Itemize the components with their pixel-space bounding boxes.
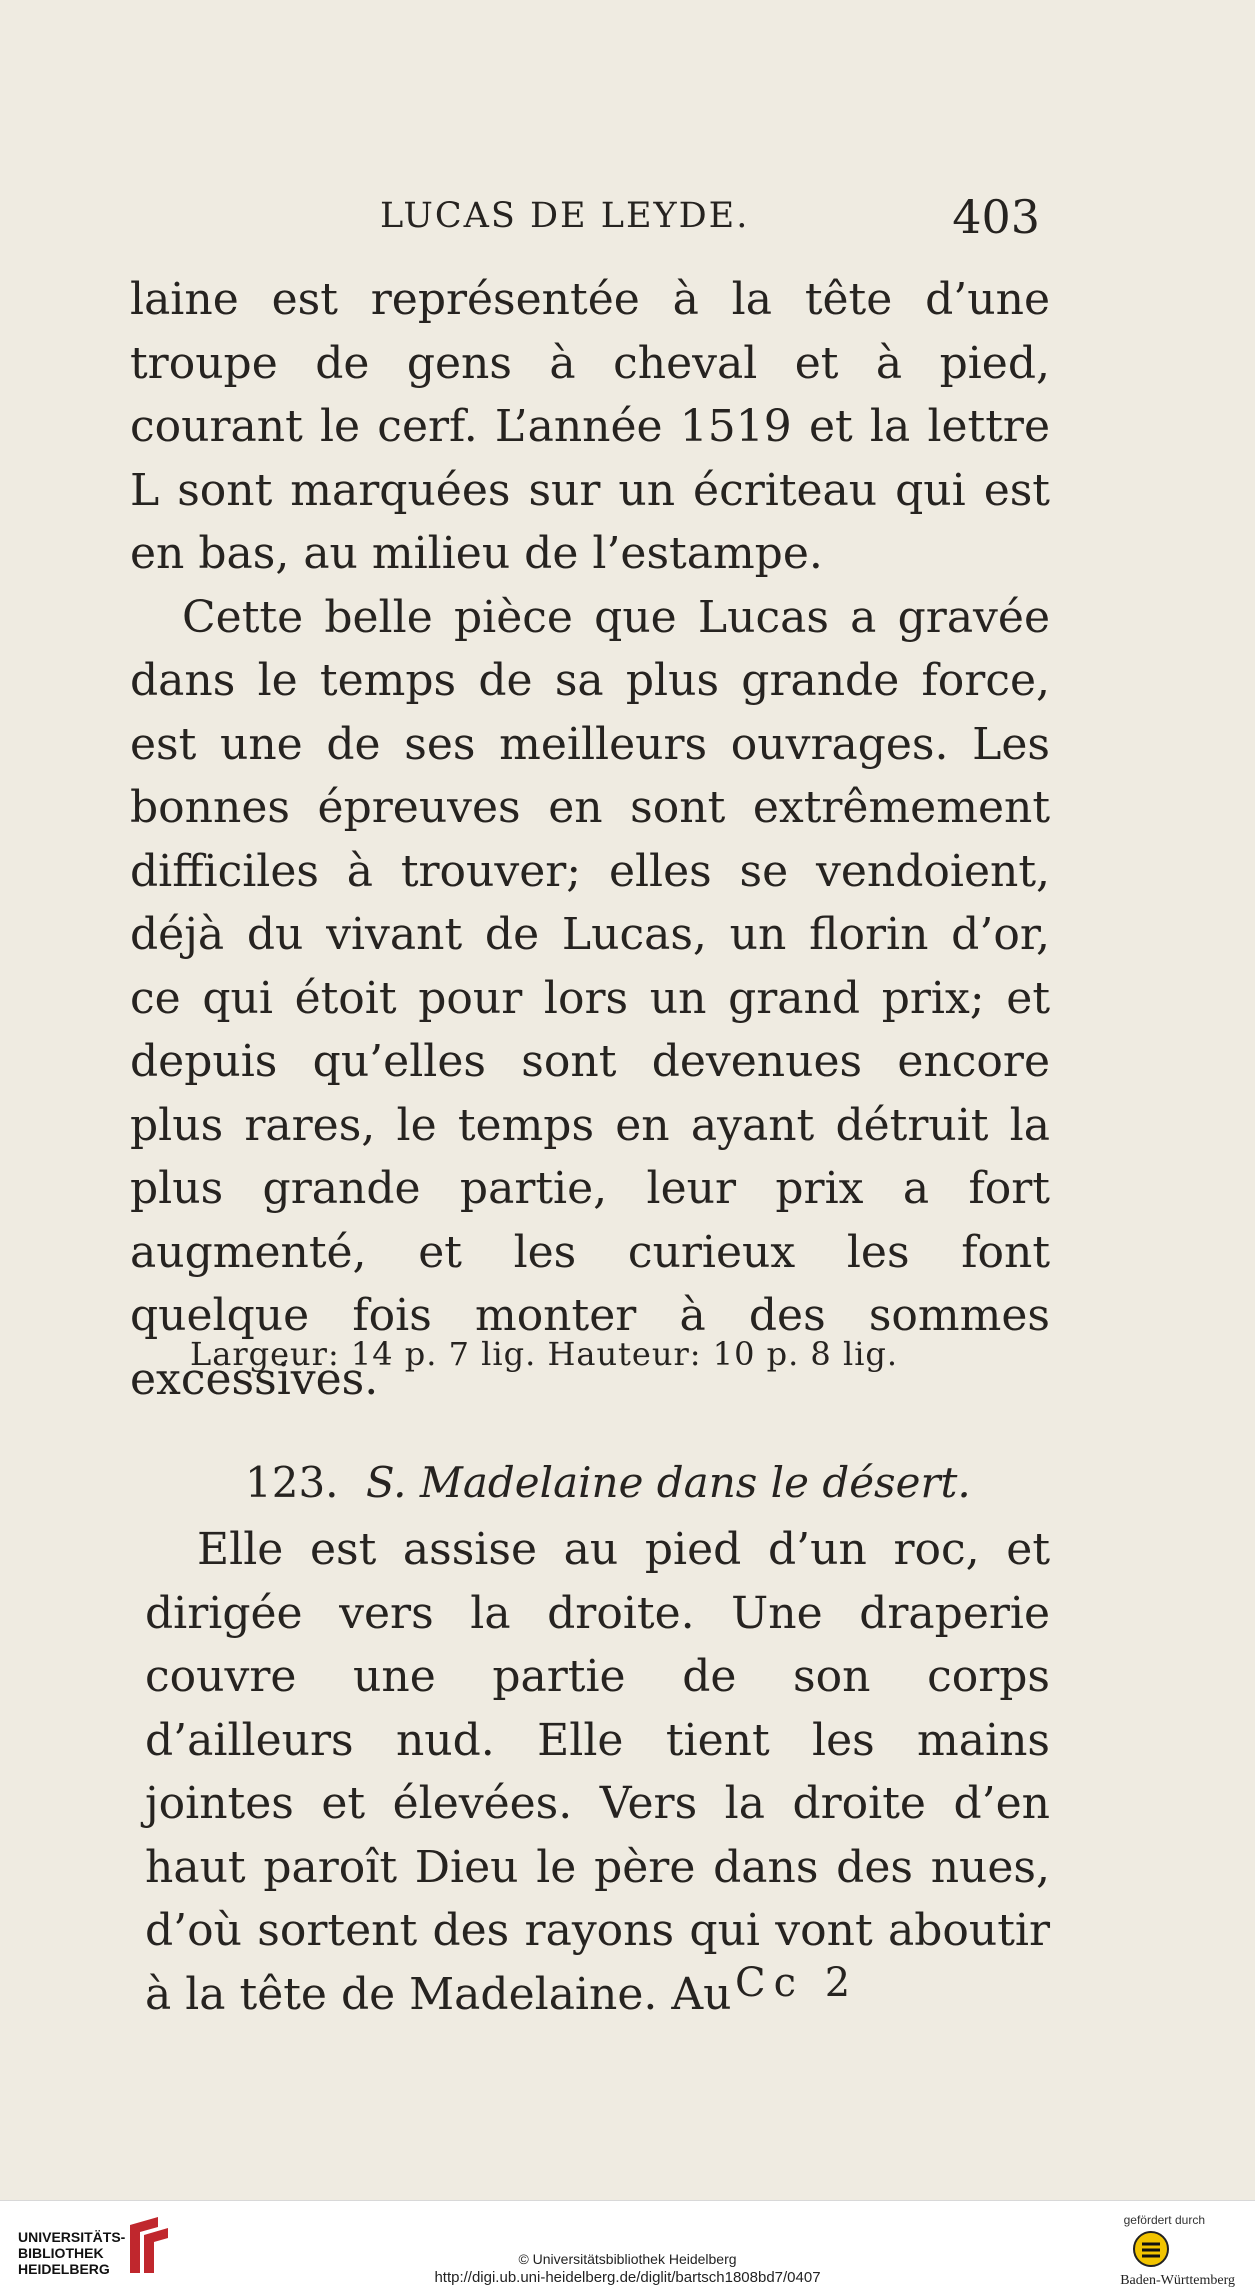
entry-title: S. Madelaine dans le désert. [365,1458,971,1507]
paragraph-continuation: laine est représentée à la tête d’une troupe de gens à cheval et à pied, courant le cerf. L’année 1519 et la lettre L sont marquées sur un écriteau qui est en bas, au milieu de l’estampe. [130,274,1050,579]
entry-description [145,1518,1050,2026]
footer-bar [0,2200,1255,2293]
entry-number: 123. [245,1458,339,1507]
state-coat-of-arms-icon [1131,2229,1171,2269]
entry-heading [245,1458,971,1507]
running-title: LUCAS DE LEYDE. [380,196,750,236]
entry-paragraph: Elle est assise au pied d’un roc, et dirigée vers la droite. Une draperie couvre une partie de son corps d’ailleurs nud. Elle tient les mains jointes et élevées. Vers la droite d’en haut paroît Dieu le père dans des nues, d’où sortent des rayons qui vont aboutir à la tête de Madelaine. Au [145,1524,1050,2020]
university-name: UNIVERSITÄTS- BIBLIOTHEK HEIDELBERG [18,2229,126,2277]
body-text [130,268,1050,1411]
paragraph: Cette belle pièce que Lucas a gravée dans le temps de sa plus grande force, est une de ses meilleurs ouvrages. Les bonnes épreuves en sont extrêmement difficiles à trouver; elles se vendoient, déjà du vivant de Lucas, un florin d’or, ce qui étoit pour lors un grand prix; et depuis qu’elles sont devenues encore plus rares, le temps en ayant détruit la plus grande partie, leur prix a fort augmenté, et les curieux les font quelque fois monter à des sommes excessives. [130,591,1050,1405]
permalink-url[interactable]: http://digi.ub.uni-heidelberg.de/diglit/bartsch1808bd7/0407 [434,2269,821,2286]
sponsor-label: gefördert durch [1123,2213,1205,2227]
dimensions-line: Largeur: 14 p. 7 lig. Hauteur: 10 p. 8 lig. [190,1335,899,1373]
signature-mark: Cc 2 [735,1960,859,2006]
page-header [130,190,1050,256]
university-logo-icon [124,2215,174,2277]
sponsor-name: Baden-Württemberg [1120,2273,1235,2288]
page-number: 403 [952,190,1040,244]
copyright-notice: © Universitätsbibliothek Heidelberg [518,2251,737,2267]
